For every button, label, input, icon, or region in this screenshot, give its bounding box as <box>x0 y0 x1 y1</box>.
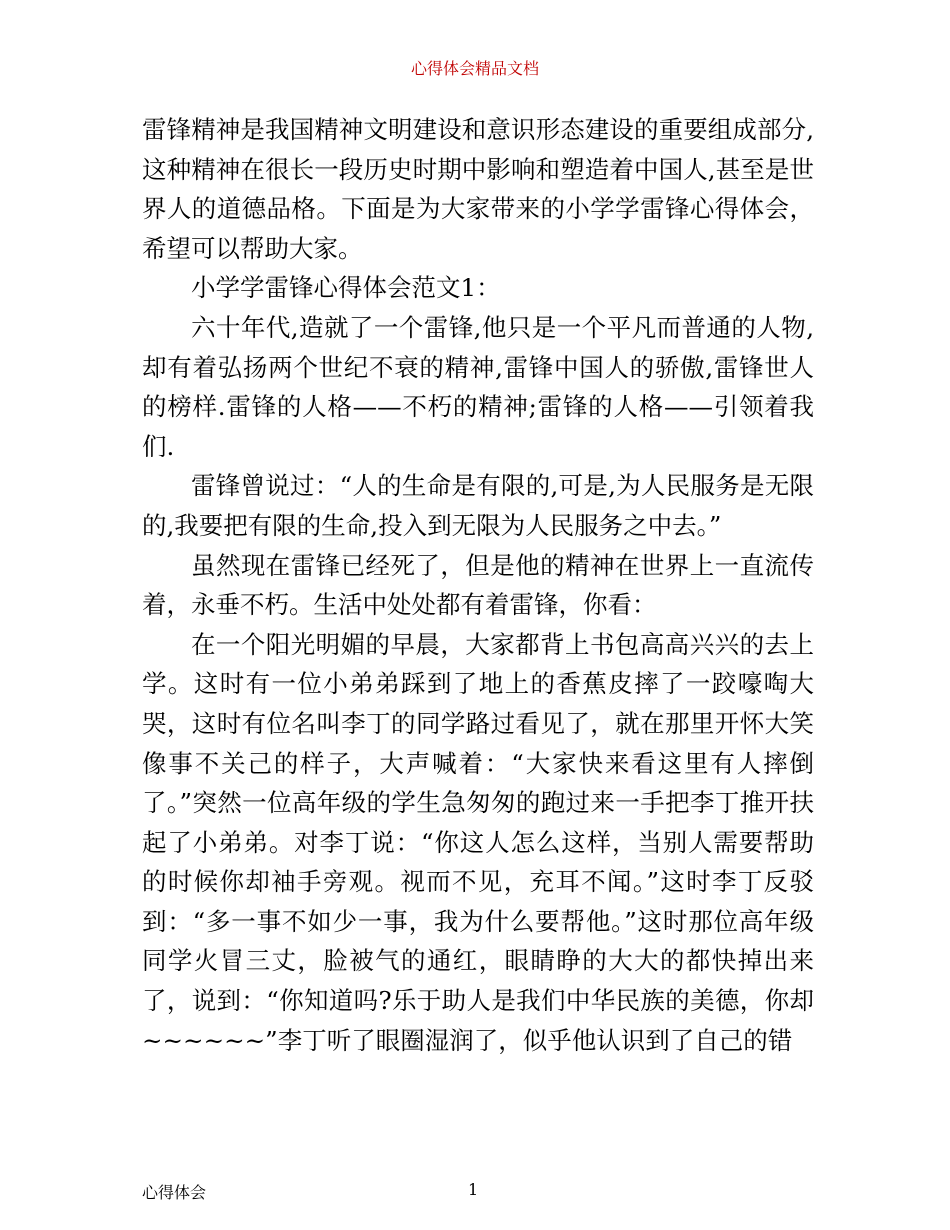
body-paragraph: 虽然现在雷锋已经死了，但是他的精神在世界上一直流传着，永垂不朽。生活中处处都有着雷锋，你看： <box>142 550 814 620</box>
body-paragraph: 六十年代,造就了一个雷锋,他只是一个平凡而普通的人物,却有着弘扬两个世纪不衰的精神,雷锋中国人的骄傲,雷锋世人的榜样.雷锋的人格——不朽的精神;雷锋的人格——引领着我们. <box>142 312 814 461</box>
section-heading: 小学学雷锋心得体会范文1： <box>191 273 501 303</box>
page-header-title: 心得体会精品文档 <box>410 59 539 78</box>
document-body <box>142 110 814 1060</box>
body-paragraph: 在一个阳光明媚的早晨，大家都背上书包高高兴兴的去上学。这时有一位小弟弟踩到了地上的香蕉皮摔了一跤嚎啕大哭，这时有位名叫李丁的同学路过看见了，就在那里开怀大笑像事不关己的样子，大声喊着：“大家快来看这里有人摔倒了。”突然一位高年级的学生急匆匆的跑过来一手把李丁推开扶起了小弟弟。对李丁说：“你这人怎么这样，当别人需要帮助的时候你却袖手旁观。视而不见，充耳不闻。”这时李丁反驳到：“多一事不如少一事，我为什么要帮他。”这时那位高年级同学火冒三丈，脸被气的通红，眼睛睁的大大的都快掉出来了，说到：“你知道吗?乐于助人是我们中华民族的美德，你却~~~~~~”李丁听了眼圈湿润了，似乎他认识到了自己的错 <box>142 629 814 1055</box>
page-number: 1 <box>468 1180 479 1199</box>
footer-label: 心得体会 <box>142 1183 207 1202</box>
intro-paragraph: 雷锋精神是我国精神文明建设和意识形态建设的重要组成部分,这种精神在很长一段历史时期中影响和塑造着中国人,甚至是世界人的道德品格。下面是为大家带来的小学学雷锋心得体会，希望可以帮助大家。 <box>142 115 814 263</box>
body-paragraph: 雷锋曾说过：“人的生命是有限的,可是,为人民服务是无限的,我要把有限的生命,投入到无限为人民服务之中去。” <box>142 471 814 540</box>
